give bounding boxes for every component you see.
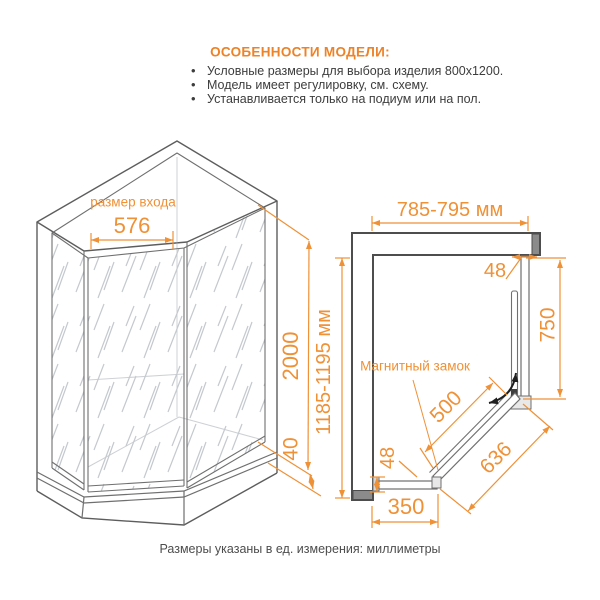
fixed-panel-right [521,256,529,402]
list-item [191,92,503,106]
magnetic-lock-label: Магнитный замок [360,358,470,374]
width-range-dimension: 785-795 мм [396,199,504,221]
bullet-icon: • [191,63,196,78]
list-item [191,64,503,78]
height-dimension: 2000 [278,331,303,381]
magnet-corner-block [432,477,441,488]
feature-list [191,64,503,106]
base-height-dimension: 40 [279,437,303,461]
fixed-panel-dimension: 750 [536,307,560,343]
bottom-panel-dimension: 350 [387,494,425,519]
feature-text: Устанавливается только на подиум или на пол. [207,92,482,106]
depth-range-dimension: 1185-1195 мм [313,309,335,435]
bullet-icon: • [191,91,196,106]
entrance-width-dimension: 576 [113,213,151,238]
feature-text: Модель имеет регулировку, см. схему. [207,78,429,92]
feature-text: Условные размеры для выбора изделия 800x1200. [207,64,504,78]
door-width-dimension: 500 [425,386,467,428]
bottom-profile-dimension: 48 [377,446,399,470]
page-title: ОСОБЕННОСТИ МОДЕЛИ: [210,44,390,60]
diagonal-dimension: 636 [475,437,517,479]
units-note: Размеры указаны в ед. измерения: миллиметры [159,542,441,556]
list-item [191,78,503,92]
wall-end-cap-left [353,491,373,500]
entrance-size-label: размер входа [90,194,176,210]
bullet-icon: • [191,77,196,92]
wall-end-cap-top [532,234,540,255]
wall-profile-block [373,477,379,491]
bottom-panel [376,481,437,489]
top-profile-dimension: 48 [483,260,507,282]
